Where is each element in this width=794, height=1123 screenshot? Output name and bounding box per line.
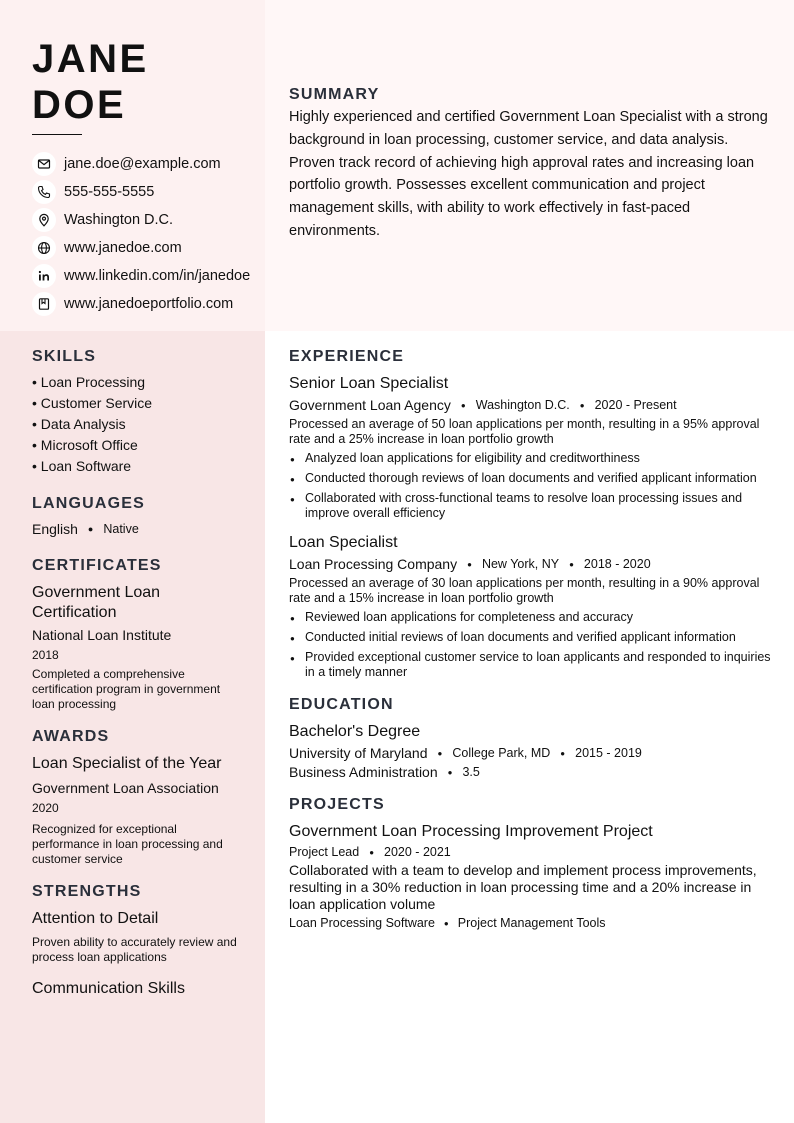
portfolio-icon [32,292,56,316]
location-pin-icon [32,208,56,232]
job-location: Washington D.C. [475,398,570,412]
experience-section [289,348,771,680]
separator-dot: ● [443,918,449,928]
linkedin-icon [32,264,56,288]
experience-heading: EXPERIENCE [289,348,405,365]
awards-heading: AWARDS [32,728,110,745]
separator-dot: ● [369,847,375,857]
phone-icon [32,180,56,204]
last-name: DOE [32,83,127,127]
contact-email[interactable]: jane.doe@example.com [32,150,250,178]
list-item: ● Collaborated with cross-functional teams to resolve loan processing issues and improve overall efficiency [289,491,771,521]
job-meta [289,556,771,572]
list-item: ● Reviewed loan applications for completeness and accuracy [289,610,771,625]
skills-section [32,348,242,477]
first-name: JANE [32,37,149,81]
summary-text: Highly experienced and certified Government Loan Specialist with a strong background in loan processing, customer service, and data analysis. Proven track record of achieving high approval rates and increasing loan portfolio growth. Possesses excellent communication and project management skills, with ability to work effectively in fast-paced environments. [289,109,768,239]
skills-heading: SKILLS [32,348,97,365]
contact-linkedin[interactable]: www.linkedin.com/in/janedoe [32,262,250,290]
skill-item: • Data Analysis [32,416,126,432]
contact-list [32,150,250,318]
candidate-name [32,36,149,128]
job-dates: 2018 - 2020 [583,557,651,571]
award-description: Recognized for exceptional performance in loan processing and customer service [32,822,223,866]
projects-heading: PROJECTS [289,796,385,813]
separator-dot: ● [579,400,585,410]
awards-section [32,728,242,867]
contact-website[interactable]: www.janedoe.com [32,234,250,262]
school-location: College Park, MD [452,746,551,760]
skill-item: • Loan Processing [32,374,146,390]
language-name: English [32,521,78,537]
strength-title: Attention to Detail [32,910,159,927]
job-bullets [289,610,771,680]
job-meta [289,397,771,413]
project-tool: Project Management Tools [457,916,606,930]
job-company: Government Loan Agency [289,397,451,413]
job-bullets [289,451,771,521]
education-section [289,696,771,780]
contact-portfolio[interactable]: www.janedoeportfolio.com [32,290,250,318]
list-item: ● Conducted initial reviews of loan documents and verified applicant information [289,630,771,645]
job-summary: Processed an average of 30 loan applications per month, resulting in a 90% approval rate and a 15% increase in loan portfolio growth [289,576,760,605]
job-title: Senior Loan Specialist [289,375,449,392]
certificate-year: 2018 [32,648,59,662]
right-column [289,348,771,946]
name-divider [32,134,82,135]
job-location: New York, NY [481,557,560,571]
list-item: ● Conducted thorough reviews of loan documents and verified applicant information [289,471,771,486]
gpa: 3.5 [462,765,480,779]
contact-phone[interactable]: 555-555-5555 [32,178,250,206]
certificates-heading: CERTIFICATES [32,557,162,574]
language-level: Native [103,522,139,536]
strength-description: Proven ability to accurately review and process loan applications [32,935,237,964]
separator-dot: ● [467,559,472,569]
skill-item: • Loan Software [32,458,132,474]
project-tool: Loan Processing Software [289,916,435,930]
job-entry [289,374,771,521]
skill-item: • Microsoft Office [32,437,138,453]
globe-icon [32,236,56,260]
list-item: ● Analyzed loan applications for eligibility and creditworthiness [289,451,771,466]
languages-heading: LANGUAGES [32,495,146,512]
list-item: ● Provided exceptional customer service to loan applicants and responded to inquiries in a timely manner [289,650,771,680]
skill-item: • Customer Service [32,395,153,411]
summary-section [289,86,769,243]
job-dates: 2020 - Present [594,398,677,412]
certificates-section [32,557,242,712]
award-issuer: Government Loan Association [32,780,219,796]
separator-dot: ● [87,524,94,534]
contact-location: Washington D.C. [32,206,250,234]
certificate-title: Government Loan Certification [32,584,161,621]
project-title: Government Loan Processing Improvement Project [289,823,653,840]
degree: Bachelor's Degree [289,723,421,740]
separator-dot: ● [437,748,443,758]
languages-section [32,495,242,537]
certificate-description: Completed a comprehensive certification program in government loan processing [32,667,221,711]
summary-heading: SUMMARY [289,86,380,103]
job-summary: Processed an average of 50 loan applications per month, resulting in a 95% approval rate and a 25% increase in loan portfolio growth [289,417,760,446]
education-heading: EDUCATION [289,696,394,713]
job-company: Loan Processing Company [289,556,458,572]
strength-title: Communication Skills [32,980,185,997]
certificate-issuer: National Loan Institute [32,627,172,643]
mail-icon [32,152,56,176]
language-item [32,521,242,537]
project-description: Collaborated with a team to develop and implement process improvements, resulting in a 30% reduction in loan processing time and a 20% increase in loan application volume [289,862,757,912]
project-tools [289,916,771,930]
separator-dot: ● [460,400,466,410]
award-title: Loan Specialist of the Year [32,755,222,772]
major: Business Administration [289,764,438,780]
project-role: Project Lead [289,845,360,859]
education-meta [289,745,771,761]
school-name: University of Maryland [289,745,428,761]
separator-dot: ● [569,559,574,569]
education-major-row [289,764,771,780]
separator-dot: ● [560,748,566,758]
education-dates: 2015 - 2019 [575,746,642,760]
projects-section [289,796,771,930]
project-meta [289,845,771,859]
project-dates: 2020 - 2021 [384,845,451,859]
left-column [32,348,242,1013]
strengths-section [32,883,242,999]
separator-dot: ● [447,767,453,777]
strengths-heading: STRENGTHS [32,883,142,900]
job-entry [289,533,771,680]
job-title: Loan Specialist [289,534,398,551]
award-year: 2020 [32,801,59,815]
